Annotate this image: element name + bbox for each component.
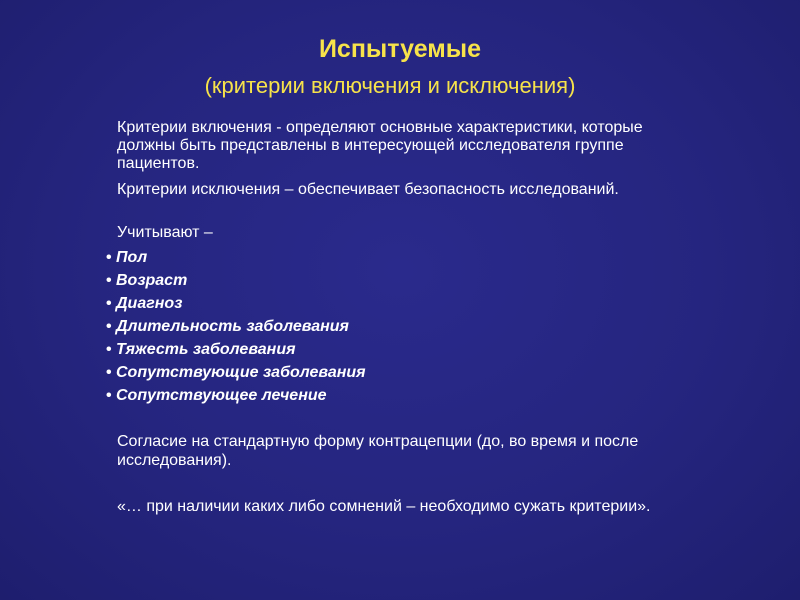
list-item-text: Сопутствующее лечение — [116, 387, 327, 404]
bullet-icon: • — [106, 272, 112, 289]
consent-paragraph: Согласие на стандартную форму контрацепции (до, во время и после исследования). — [117, 433, 639, 469]
quote-paragraph: «… при наличии каких либо сомнений – необходимо сужать критерии». — [117, 498, 651, 515]
bullet-icon: • — [106, 318, 112, 335]
list-item — [106, 338, 366, 361]
list-item-text: Сопутствующие заболевания — [116, 364, 366, 381]
list-item — [106, 315, 366, 338]
bullet-icon: • — [106, 387, 112, 404]
list-item — [106, 292, 366, 315]
considered-label: Учитывают – — [117, 224, 213, 241]
list-item — [106, 384, 366, 407]
list-item — [106, 246, 366, 269]
inclusion-criteria-paragraph: Критерии включения - определяют основные характеристики, которые должны быть представлены в интересующей исследователя группе пациентов. — [117, 119, 643, 172]
bullet-icon: • — [106, 341, 112, 358]
exclusion-criteria-paragraph: Критерии исключения – обеспечивает безопасность исследований. — [117, 181, 619, 198]
slide-title: Испытуемые — [318, 35, 482, 63]
list-item — [106, 361, 366, 384]
criteria-list — [106, 246, 366, 407]
list-item-text: Тяжесть заболевания — [116, 341, 296, 358]
list-item-text: Возраст — [116, 272, 188, 289]
bullet-icon: • — [106, 295, 112, 312]
list-item — [106, 269, 366, 292]
list-item-text: Пол — [116, 249, 148, 266]
bullet-icon: • — [106, 249, 112, 266]
list-item-text: Длительность заболевания — [116, 318, 349, 335]
bullet-icon: • — [106, 364, 112, 381]
list-item-text: Диагноз — [116, 295, 183, 312]
slide-subtitle: (критерии включения и исключения) — [204, 73, 576, 98]
